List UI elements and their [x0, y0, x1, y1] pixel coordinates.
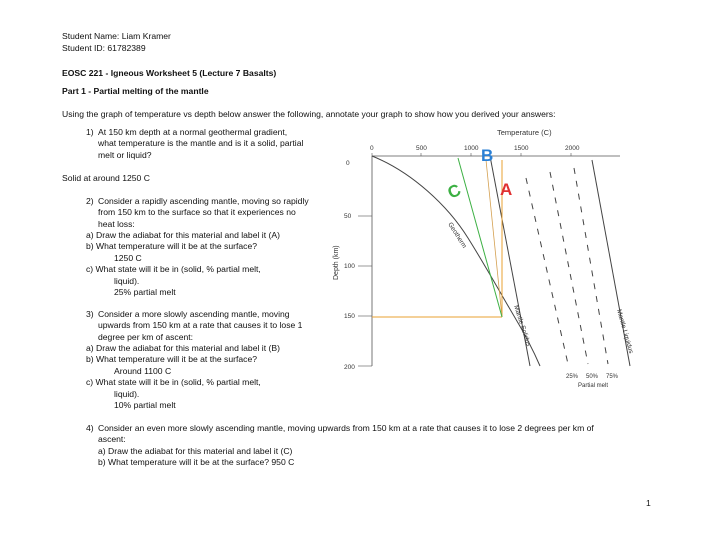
q3-c-answer: 10% partial melt	[114, 400, 176, 411]
q3-number: 3)	[86, 309, 94, 319]
q2-b-answer: 1250 C	[114, 252, 142, 263]
x-tick-label: 500	[416, 145, 427, 152]
y-tick-label: 0	[346, 160, 350, 167]
q3-b-answer: Around 1100 C	[114, 365, 172, 376]
q2-c-answer: 25% partial melt	[114, 287, 176, 298]
solidus-label: Mantle Solidus	[512, 304, 532, 348]
q1-line: At 150 km depth at a normal geothermal gradient,	[98, 127, 288, 137]
y-axis-label: Depth (km)	[333, 245, 340, 280]
q2-line: heat loss:	[98, 218, 135, 229]
label-c: C	[444, 180, 464, 203]
q2-text	[98, 196, 309, 230]
instructions: Using the graph of temperature vs depth below answer the following, annotate your graph to show how you derived your answers:	[62, 109, 556, 119]
student-name: Student Name: Liam Kramer	[62, 31, 171, 41]
partial-melt-label: Partial melt	[578, 383, 609, 389]
q3-line: upwards from 150 km at a rate that causes it to lose 1	[98, 320, 303, 331]
label-a: A	[500, 180, 513, 199]
melt-tick-label: 75%	[606, 374, 619, 380]
q3-subparts	[86, 343, 280, 411]
q3-line: degree per km of ascent:	[98, 331, 194, 342]
q4-line: ascent:	[98, 434, 126, 445]
student-id: Student ID: 61782389	[62, 43, 146, 53]
x-tick-label: 0	[370, 145, 374, 152]
melt-50-line	[550, 172, 588, 364]
y-tick-label: 100	[344, 263, 355, 270]
part-title: Part 1 - Partial melting of the mantle	[62, 86, 209, 96]
q1-text	[98, 127, 303, 161]
q2-b: b) What temperature will it be at the surface?	[86, 241, 257, 252]
q1-number: 1)	[86, 127, 94, 137]
q2-c: c) What state will it be in (solid, % partial melt,	[86, 264, 261, 275]
q3-b: b) What temperature will it be at the surface?	[86, 354, 257, 365]
q4-b: b) What temperature will it be at the surface? 950 C	[98, 457, 295, 468]
q3-text	[98, 309, 302, 343]
label-b: B	[481, 146, 494, 165]
page-number: 1	[646, 498, 651, 508]
q4-a: a) Draw the adiabat for this material and label it (C)	[98, 445, 293, 456]
q1-line: melt or liquid?	[98, 149, 152, 160]
q2-number: 2)	[86, 196, 94, 206]
melt-75-line	[574, 168, 608, 364]
q2-line: Consider a rapidly ascending mantle, moving so rapidly	[98, 196, 309, 206]
q2-c-cont: liquid).	[114, 275, 140, 286]
q1-line: what temperature is the mantle and is it a solid, partial	[98, 138, 304, 149]
x-tick-label: 1000	[464, 145, 479, 152]
graph-title: Temperature (C)	[497, 128, 552, 137]
y-tick-label: 50	[344, 213, 352, 220]
temperature-depth-graph	[330, 120, 650, 395]
q1-answer: Solid at around 1250 C	[62, 173, 150, 183]
x-tick-label: 1500	[514, 145, 529, 152]
melt-tick-label: 25%	[566, 374, 579, 380]
q2-a: a) Draw the adiabat for this material and label it (A)	[86, 230, 280, 240]
q3-c-cont: liquid).	[114, 388, 140, 399]
y-tick-label: 200	[344, 364, 355, 371]
q3-c: c) What state will it be in (solid, % partial melt,	[86, 377, 261, 388]
q4-line: Consider an even more slowly ascending mantle, moving upwards from 150 km at a rate that causes it to lose 2 degrees per km of	[98, 423, 594, 433]
q2-line: from 150 km to the surface so that it experiences no	[98, 207, 296, 218]
q3-a: a) Draw the adiabat for this material and label it (B)	[86, 343, 280, 353]
melt-25-line	[526, 178, 568, 364]
course-title: EOSC 221 - Igneous Worksheet 5 (Lecture 7 Basalts)	[62, 68, 277, 78]
q4-number: 4)	[86, 423, 94, 433]
liquidus-label: Mantle Liquidus	[615, 308, 635, 355]
geotherm-label: Geotherm	[446, 221, 468, 250]
x-tick-label: 2000	[565, 145, 580, 152]
q2-subparts	[86, 230, 280, 298]
melt-tick-label: 50%	[586, 374, 599, 380]
y-tick-label: 150	[344, 313, 355, 320]
q3-line: Consider a more slowly ascending mantle, moving	[98, 309, 290, 319]
q4-text	[98, 423, 594, 469]
